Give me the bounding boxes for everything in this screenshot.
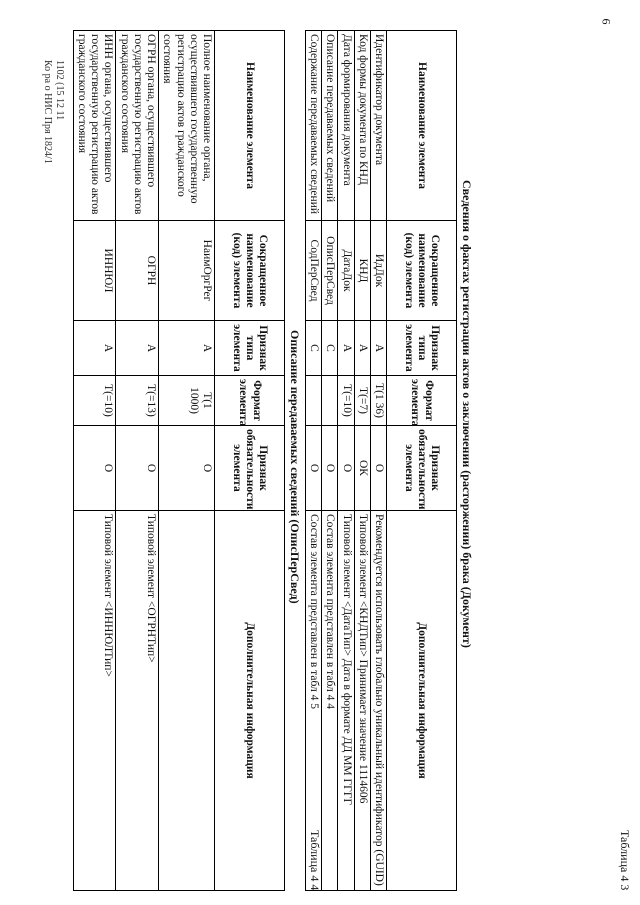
cell-name: Полное наименование органа, осуществившего государственную регистрацию актов гражданского состояния (159, 31, 215, 221)
col-header: Признак типа элемента (387, 321, 457, 376)
footer-line: Ко ра о НИС Пря 1824/1 (42, 60, 54, 164)
col-header: Наименование элемента (387, 31, 457, 221)
table-row (116, 31, 159, 891)
cell-info: Состав элемента представлен в табл 4 4 (322, 511, 338, 891)
cell-required: О (322, 426, 338, 511)
cell-required: О (159, 426, 215, 511)
cell-name: Дата формирования документа (338, 31, 354, 221)
cell-type: А (116, 321, 159, 376)
cell-format: Т(=10) (338, 376, 354, 426)
cell-code: КНД (354, 221, 370, 321)
table-row (73, 31, 116, 891)
table-caption: Описание передаваемых сведений (ОписПерСвед) (288, 330, 302, 604)
table-label: Таблица 4 3 (618, 830, 632, 891)
cell-format: Т(1 36) (370, 376, 386, 426)
cell-type: С (305, 321, 321, 376)
cell-code: ОписПерСвед (322, 221, 338, 321)
col-header: Формат элемента (387, 376, 457, 426)
cell-type: А (159, 321, 215, 376)
col-header: Признак обязательности элемента (215, 426, 285, 511)
cell-required: О (116, 426, 159, 511)
cell-required: О (73, 426, 116, 511)
table-4-3 (305, 30, 457, 891)
table-row (338, 31, 354, 891)
cell-code: НаимОргРег (159, 221, 215, 321)
footer-line: 1102 (15 12 11 (54, 60, 65, 121)
cell-code: ОГРН (116, 221, 159, 321)
table-row (370, 31, 386, 891)
cell-format: Т(1 1000) (159, 376, 215, 426)
cell-required: О (338, 426, 354, 511)
table-row (159, 31, 215, 891)
cell-code: ИдДок (370, 221, 386, 321)
cell-info: Рекомендуется использовать глобально уникальный идентификатор (GUID) (370, 511, 386, 891)
cell-name: Описание передаваемых сведений (322, 31, 338, 221)
cell-format (322, 376, 338, 426)
cell-type: А (370, 321, 386, 376)
col-header: Формат элемента (215, 376, 285, 426)
cell-name: Код формы документа по КНД (354, 31, 370, 221)
cell-info: Типовой элемент <ОГРНТип> (116, 511, 159, 891)
cell-name: ИНН органа, осуществившего государственную регистрацию актов гражданского состояния (73, 31, 116, 221)
cell-type: С (322, 321, 338, 376)
cell-info (159, 511, 215, 891)
col-header: Сокращенное наименование (код) элемента (387, 221, 457, 321)
col-header: Дополнительная информация (215, 511, 285, 891)
col-header: Признак обязательности элемента (387, 426, 457, 511)
col-header: Признак типа элемента (215, 321, 285, 376)
cell-code: ИННЮЛ (73, 221, 116, 321)
cell-name: Содержание передаваемых сведений (305, 31, 321, 221)
cell-required: О (370, 426, 386, 511)
cell-info: Типовой элемент <ДатаТип> Дата в формате ДД ММ ГГГГ (338, 511, 354, 891)
table-row (322, 31, 338, 891)
cell-info: Состав элемента представлен в табл 4 5 (305, 511, 321, 891)
cell-type: А (354, 321, 370, 376)
cell-type: А (338, 321, 354, 376)
cell-required: ОК (354, 426, 370, 511)
cell-format: Т(=10) (73, 376, 116, 426)
col-header: Наименование элемента (215, 31, 285, 221)
col-header: Сокращенное наименование (код) элемента (215, 221, 285, 321)
table-label: Таблица 4 4 (308, 830, 322, 891)
footer-code (42, 60, 65, 164)
cell-required: О (305, 426, 321, 511)
table-caption: Сведения о фактах регистрации актов о заключении (расторжении) брака (Документ) (460, 180, 474, 648)
cell-code: СодПерСвед (305, 221, 321, 321)
cell-format: Т(=13) (116, 376, 159, 426)
cell-info: Типовой элемент <КНДТип> Принимает значение 1114606 (354, 511, 370, 891)
cell-format: Т(=7) (354, 376, 370, 426)
cell-code: ДатаДок (338, 221, 354, 321)
cell-type: А (73, 321, 116, 376)
cell-name: Идентификатор документа (370, 31, 386, 221)
table-row (305, 31, 321, 891)
table-4-4 (73, 30, 285, 891)
cell-name: ОГРН органа, осуществившего государственную регистрацию актов гражданского состояния (116, 31, 159, 221)
page-number: 6 (599, 18, 614, 25)
cell-format (305, 376, 321, 426)
cell-info: Типовой элемент <ИННЮЛТип> (73, 511, 116, 891)
col-header: Дополнительная информация (387, 511, 457, 891)
table-row (354, 31, 370, 891)
